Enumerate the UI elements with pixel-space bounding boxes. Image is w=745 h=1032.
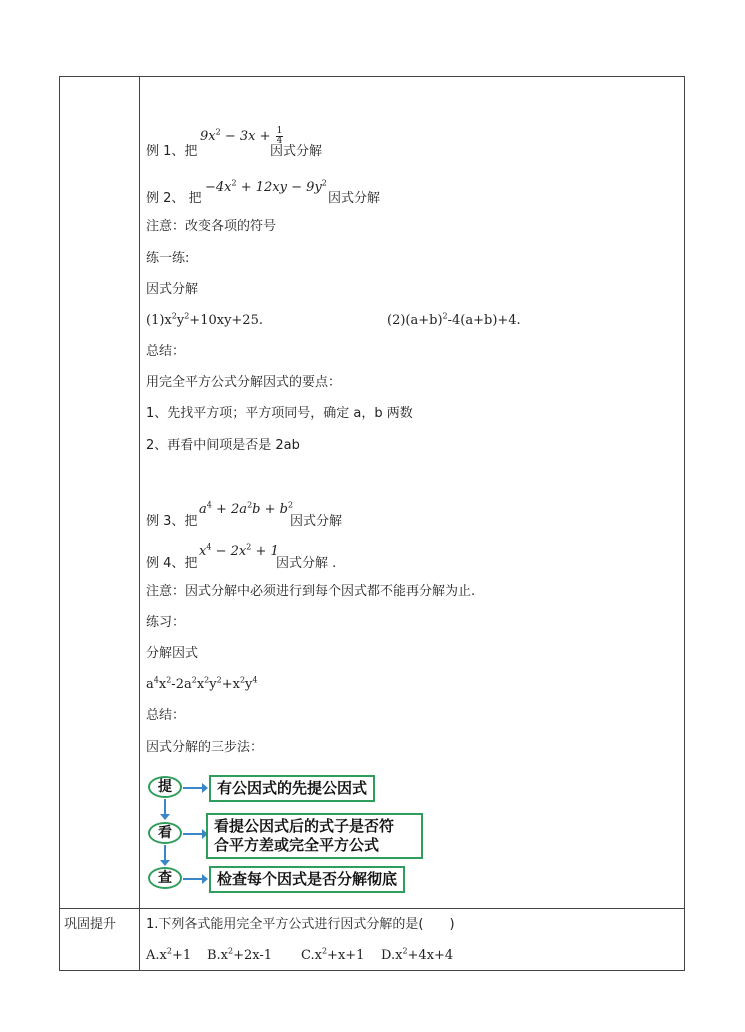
key-point-2: 2、再看中间项是否是 2ab xyxy=(146,438,300,453)
summary-heading-1: 总结： xyxy=(146,344,186,359)
example-2-tail: 因式分解 xyxy=(328,191,381,206)
step-1-arrow xyxy=(183,787,203,789)
step-2-line-1: 看提公因式后的式子是否符 xyxy=(214,817,395,835)
exercise-question: 1.下列各式能用完全平方公式进行因式分解的是( ) xyxy=(146,917,455,932)
example-3-label: 例 3、把 xyxy=(146,514,198,529)
example-1-label: 例 1、把 xyxy=(146,144,198,159)
option-d: $D.x^2+4x+4$ xyxy=(381,946,454,963)
practice-problem-2: $(2)(a+b)^2-4(a+b)+4$. xyxy=(387,311,521,328)
step-3-box: 检查每个因式是否分解彻底 xyxy=(209,866,405,893)
step-2-box xyxy=(206,813,423,859)
step-extract-circle: 提 xyxy=(148,776,182,798)
example-2-expression: $-4x^2 + 12xy - 9y^2$ xyxy=(205,178,327,195)
practice-problem-1: $(1)x^2y^2+10xy+25$. xyxy=(146,311,263,328)
step-down-arrow-2 xyxy=(164,845,166,861)
practice-problem-3: $a^4x^2-2a^2x^2y^2+x^2y^4$ xyxy=(146,675,258,692)
table-column-divider xyxy=(139,76,140,971)
example-1-expression: $9x^2 - 3x$ + $\frac{1}{4}$ xyxy=(200,126,283,146)
key-points-heading: 用完全平方公式分解因式的要点： xyxy=(146,375,342,390)
step-2-line-2: 合平方差或完全平方公式 xyxy=(214,836,380,854)
practice-heading-1: 练一练: xyxy=(146,251,190,266)
option-b: $B.x^2+2x-1$ xyxy=(207,946,273,963)
example-4-label: 例 4、把 xyxy=(146,556,198,571)
example-2-label: 例 2、 把 xyxy=(146,191,202,206)
three-steps-heading: 因式分解的三步法： xyxy=(146,740,264,755)
row-label-consolidate: 巩固提升 xyxy=(64,917,117,932)
step-3-arrow xyxy=(183,878,203,880)
factor-heading-2: 分解因式 xyxy=(146,646,199,661)
example-4-tail: 因式分解 . xyxy=(276,556,337,571)
step-verify-circle: 查 xyxy=(148,867,182,889)
step-check-form-circle: 看 xyxy=(148,822,182,844)
option-a: $A.x^2+1$ xyxy=(146,946,192,963)
example-3-expression: $a^4 + 2a^2b + b^2$ xyxy=(199,500,294,517)
example-1-tail: 因式分解 xyxy=(270,144,323,159)
example-3-tail: 因式分解 xyxy=(290,514,343,529)
step-2-arrow xyxy=(183,833,203,835)
practice-heading-2: 练习： xyxy=(146,615,186,630)
note-sign-change: 注意：改变各项的符号 xyxy=(146,219,277,234)
table-row-divider xyxy=(59,908,685,909)
summary-heading-2: 总结： xyxy=(146,708,186,723)
factor-heading-1: 因式分解 xyxy=(146,282,199,297)
step-down-arrow-1 xyxy=(164,799,166,815)
step-1-box: 有公因式的先提公因式 xyxy=(209,775,375,802)
note-factor-fully: 注意：因式分解中必须进行到每个因式都不能再分解为止. xyxy=(146,584,476,599)
key-point-1: 1、先找平方项；平方项同号，确定 a，b 两数 xyxy=(146,406,413,421)
example-4-expression: $x^4 - 2x^2 + 1$ xyxy=(199,542,279,559)
option-c: $C.x^2+x+1$ xyxy=(301,946,365,963)
